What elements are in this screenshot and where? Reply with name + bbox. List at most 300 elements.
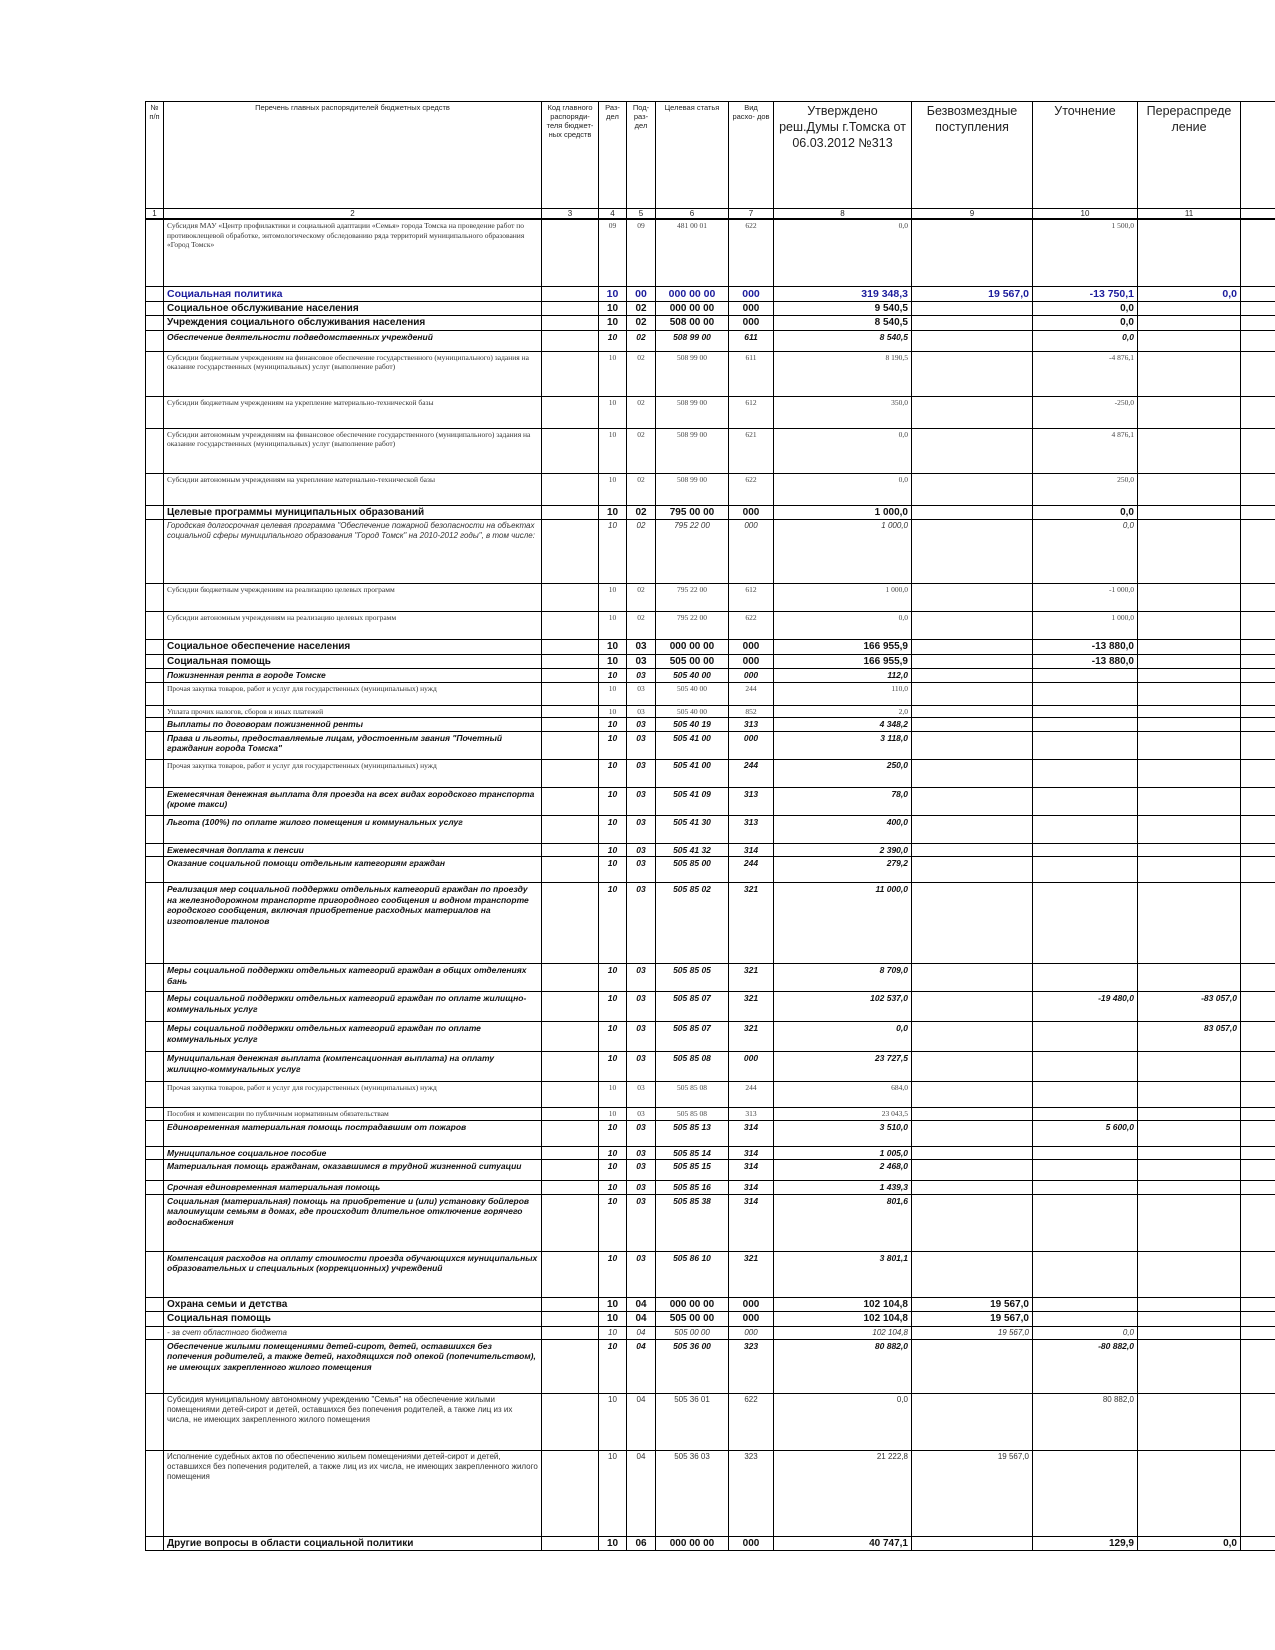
header-podrazdel: Под- раз- дел <box>627 102 656 209</box>
table-row <box>146 1052 1275 1082</box>
row-grants <box>912 682 1033 705</box>
row-podrazdel: 04 <box>627 1339 656 1393</box>
row-redistribution <box>1138 883 1241 964</box>
row-expense-type: 622 <box>729 473 774 505</box>
row-razdel: 10 <box>599 682 627 705</box>
row-code <box>542 1297 599 1312</box>
row-podrazdel: 02 <box>627 584 656 612</box>
colnum: 2 <box>164 209 542 220</box>
row-target: 505 85 14 <box>656 1146 729 1160</box>
row-code <box>542 669 599 683</box>
row-approved: 2 468,0 <box>774 1160 912 1181</box>
row-approved: 78,0 <box>774 787 912 815</box>
row-expense-type: 000 <box>729 1297 774 1312</box>
row-redistribution <box>1138 964 1241 992</box>
row-code <box>542 640 599 655</box>
table-row <box>146 718 1275 732</box>
row-target: 505 36 01 <box>656 1393 729 1450</box>
row-podrazdel: 04 <box>627 1450 656 1536</box>
row-redistribution <box>1138 640 1241 655</box>
row-clarification <box>1033 1082 1138 1108</box>
row-expense-type: 612 <box>729 584 774 612</box>
row-podrazdel: 03 <box>627 992 656 1022</box>
table-row <box>146 705 1275 718</box>
row-clarification <box>1033 1146 1138 1160</box>
table-row <box>146 428 1275 473</box>
row-expense-type: 000 <box>729 1326 774 1339</box>
row-name: Компенсация расходов на оплату стоимости проезда обучающихся муниципальных образовательных и специальных (коррекционных) учреждений <box>164 1251 542 1297</box>
row-name: Обеспечение жилыми помещениями детей-сирот, детей, оставшихся без попечения родителей, а также детей, находящихся под опекой (попечительством), не имеющих закрепленного жилого помещения <box>164 1339 542 1393</box>
row-index <box>146 473 164 505</box>
row-approved: 3 801,1 <box>774 1251 912 1297</box>
row-overflow <box>1241 1052 1275 1082</box>
row-target: 505 85 08 <box>656 1108 729 1121</box>
row-podrazdel: 03 <box>627 1146 656 1160</box>
row-index <box>146 640 164 655</box>
row-grants <box>912 505 1033 520</box>
row-razdel: 10 <box>599 1160 627 1181</box>
row-approved: 1 000,0 <box>774 505 912 520</box>
row-podrazdel: 03 <box>627 843 656 857</box>
row-expense-type: 313 <box>729 718 774 732</box>
row-index <box>146 705 164 718</box>
row-clarification <box>1033 759 1138 787</box>
row-razdel: 10 <box>599 473 627 505</box>
row-redistribution <box>1138 612 1241 640</box>
row-clarification <box>1033 1194 1138 1251</box>
row-podrazdel: 03 <box>627 1181 656 1195</box>
row-name: Ежемесячная денежная выплата для проезда на всех видах городского транспорта (кроме такси) <box>164 787 542 815</box>
table-row <box>146 857 1275 883</box>
row-clarification <box>1033 857 1138 883</box>
row-razdel: 10 <box>599 1297 627 1312</box>
row-razdel: 10 <box>599 286 627 301</box>
row-overflow <box>1241 682 1275 705</box>
row-name: Единовременная материальная помощь пострадавшим от пожаров <box>164 1120 542 1146</box>
row-target: 505 40 00 <box>656 705 729 718</box>
row-podrazdel: 03 <box>627 964 656 992</box>
row-target: 505 85 05 <box>656 964 729 992</box>
row-name: Учреждения социального обслуживания населения <box>164 316 542 331</box>
row-grants <box>912 640 1033 655</box>
row-code <box>542 505 599 520</box>
row-clarification <box>1033 682 1138 705</box>
row-target: 000 00 00 <box>656 1536 729 1551</box>
row-redistribution: 0,0 <box>1138 1536 1241 1551</box>
row-overflow <box>1241 1450 1275 1536</box>
row-overflow <box>1241 505 1275 520</box>
row-target: 505 85 00 <box>656 857 729 883</box>
row-overflow <box>1241 1022 1275 1052</box>
row-approved: 0,0 <box>774 473 912 505</box>
row-podrazdel: 04 <box>627 1297 656 1312</box>
row-code <box>542 682 599 705</box>
row-target: 505 00 00 <box>656 654 729 669</box>
row-code <box>542 731 599 759</box>
row-expense-type: 314 <box>729 1181 774 1195</box>
row-clarification: 0,0 <box>1033 330 1138 351</box>
row-target: 795 00 00 <box>656 505 729 520</box>
row-name: Субсидии бюджетным учреждениям на укрепление материально-технической базы <box>164 396 542 428</box>
row-approved: 684,0 <box>774 1082 912 1108</box>
row-razdel: 10 <box>599 1339 627 1393</box>
row-expense-type: 314 <box>729 1120 774 1146</box>
row-expense-type: 313 <box>729 787 774 815</box>
table-row <box>146 992 1275 1022</box>
colnum-overflow <box>1241 209 1275 220</box>
row-name: Социальная помощь <box>164 1312 542 1327</box>
row-target: 505 41 09 <box>656 787 729 815</box>
row-index <box>146 330 164 351</box>
row-name: Охрана семьи и детства <box>164 1297 542 1312</box>
colnum: 5 <box>627 209 656 220</box>
row-grants <box>912 883 1033 964</box>
row-redistribution <box>1138 316 1241 331</box>
row-index <box>146 1393 164 1450</box>
table-row <box>146 843 1275 857</box>
row-index <box>146 815 164 843</box>
row-name: Субсидии автономным учреждениям на укрепление материально-технической базы <box>164 473 542 505</box>
colnum: 7 <box>729 209 774 220</box>
row-podrazdel: 03 <box>627 705 656 718</box>
row-approved: 9 540,5 <box>774 301 912 316</box>
row-overflow <box>1241 1393 1275 1450</box>
row-razdel: 10 <box>599 815 627 843</box>
row-approved: 350,0 <box>774 396 912 428</box>
row-index <box>146 316 164 331</box>
row-code <box>542 1339 599 1393</box>
row-razdel: 10 <box>599 1108 627 1121</box>
row-name: Выплаты по договорам пожизненной ренты <box>164 718 542 732</box>
row-approved: 1 000,0 <box>774 520 912 584</box>
row-grants: 19 567,0 <box>912 1297 1033 1312</box>
row-podrazdel: 02 <box>627 330 656 351</box>
row-redistribution <box>1138 219 1241 286</box>
row-redistribution <box>1138 1108 1241 1121</box>
row-grants <box>912 316 1033 331</box>
colnum: 6 <box>656 209 729 220</box>
row-clarification <box>1033 1312 1138 1327</box>
row-index <box>146 1326 164 1339</box>
row-redistribution <box>1138 505 1241 520</box>
row-overflow <box>1241 1082 1275 1108</box>
row-expense-type: 000 <box>729 286 774 301</box>
row-expense-type: 611 <box>729 330 774 351</box>
row-podrazdel: 02 <box>627 473 656 505</box>
row-podrazdel: 02 <box>627 520 656 584</box>
row-target: 508 99 00 <box>656 351 729 396</box>
row-name: Социальное обеспечение населения <box>164 640 542 655</box>
table-row <box>146 964 1275 992</box>
row-index <box>146 654 164 669</box>
row-expense-type: 244 <box>729 682 774 705</box>
row-podrazdel: 02 <box>627 428 656 473</box>
row-target: 505 00 00 <box>656 1312 729 1327</box>
row-redistribution <box>1138 759 1241 787</box>
row-clarification <box>1033 731 1138 759</box>
row-code <box>542 301 599 316</box>
colnum: 1 <box>146 209 164 220</box>
row-name: Меры социальной поддержки отдельных категорий граждан в общих отделениях бань <box>164 964 542 992</box>
table-row <box>146 1297 1275 1312</box>
row-razdel: 10 <box>599 505 627 520</box>
row-clarification <box>1033 1022 1138 1052</box>
table-row <box>146 759 1275 787</box>
row-target: 000 00 00 <box>656 640 729 655</box>
table-row <box>146 1160 1275 1181</box>
row-clarification <box>1033 718 1138 732</box>
table-row <box>146 1082 1275 1108</box>
row-grants <box>912 1022 1033 1052</box>
row-name: Меры социальной поддержки отдельных категорий граждан по оплате жилищно-коммунальных услуг <box>164 992 542 1022</box>
row-expense-type: 000 <box>729 1536 774 1551</box>
row-index <box>146 1052 164 1082</box>
row-index <box>146 428 164 473</box>
row-clarification: 0,0 <box>1033 520 1138 584</box>
row-overflow <box>1241 1160 1275 1181</box>
row-podrazdel: 03 <box>627 787 656 815</box>
row-redistribution <box>1138 1326 1241 1339</box>
row-razdel: 10 <box>599 705 627 718</box>
row-redistribution <box>1138 301 1241 316</box>
row-grants <box>912 992 1033 1022</box>
row-podrazdel: 03 <box>627 1082 656 1108</box>
row-redistribution <box>1138 1146 1241 1160</box>
row-clarification <box>1033 815 1138 843</box>
row-target: 505 85 02 <box>656 883 729 964</box>
row-podrazdel: 02 <box>627 316 656 331</box>
row-grants <box>912 1194 1033 1251</box>
row-redistribution <box>1138 718 1241 732</box>
row-grants <box>912 301 1033 316</box>
row-grants <box>912 1339 1033 1393</box>
row-redistribution <box>1138 1251 1241 1297</box>
row-redistribution <box>1138 428 1241 473</box>
header-clarification: Уточнение <box>1033 102 1138 209</box>
budget-table <box>145 101 1275 1551</box>
row-razdel: 10 <box>599 1450 627 1536</box>
row-razdel: 10 <box>599 301 627 316</box>
row-overflow <box>1241 612 1275 640</box>
row-name: Социальная (материальная) помощь на приобретение и (или) установку бойлеров малоимущим семьям в домах, где происходит длительное отключение горячего водоснабжения <box>164 1194 542 1251</box>
row-name: Прочая закупка товаров, работ и услуг для государственных (муниципальных) нужд <box>164 759 542 787</box>
row-approved: 23 727,5 <box>774 1052 912 1082</box>
row-razdel: 10 <box>599 1393 627 1450</box>
row-expense-type: 321 <box>729 964 774 992</box>
row-index <box>146 964 164 992</box>
row-razdel: 10 <box>599 1194 627 1251</box>
row-overflow <box>1241 883 1275 964</box>
row-redistribution <box>1138 1120 1241 1146</box>
row-podrazdel: 03 <box>627 1194 656 1251</box>
header-num: № п/п <box>146 102 164 209</box>
row-overflow <box>1241 731 1275 759</box>
row-podrazdel: 03 <box>627 640 656 655</box>
row-clarification <box>1033 1251 1138 1297</box>
row-razdel: 10 <box>599 351 627 396</box>
row-overflow <box>1241 1312 1275 1327</box>
row-code <box>542 1181 599 1195</box>
row-grants: 19 567,0 <box>912 1312 1033 1327</box>
row-expense-type: 314 <box>729 1194 774 1251</box>
row-overflow <box>1241 1297 1275 1312</box>
row-expense-type: 313 <box>729 1108 774 1121</box>
row-approved: 21 222,8 <box>774 1450 912 1536</box>
row-code <box>542 286 599 301</box>
header-redistribution: Перераспреде ление <box>1138 102 1241 209</box>
row-code <box>542 705 599 718</box>
row-code <box>542 992 599 1022</box>
row-clarification <box>1033 964 1138 992</box>
row-podrazdel: 04 <box>627 1393 656 1450</box>
row-index <box>146 286 164 301</box>
row-expense-type: 000 <box>729 301 774 316</box>
row-target: 505 40 00 <box>656 682 729 705</box>
row-razdel: 10 <box>599 654 627 669</box>
header-code: Код главного распоряди- теля бюджет- ных средств <box>542 102 599 209</box>
row-redistribution: 83 057,0 <box>1138 1022 1241 1052</box>
row-razdel: 10 <box>599 1181 627 1195</box>
row-target: 505 41 32 <box>656 843 729 857</box>
row-name: Исполнение судебных актов по обеспечению жильем помещениями детей-сирот и детей, оставшихся без попечения родителей, а также лиц из их числа, не имеющих закрепленного жилого помещения <box>164 1450 542 1536</box>
header-grants: Безвозмездные поступления <box>912 102 1033 209</box>
table-row <box>146 1181 1275 1195</box>
row-clarification <box>1033 883 1138 964</box>
row-podrazdel: 03 <box>627 1022 656 1052</box>
row-overflow <box>1241 1146 1275 1160</box>
row-podrazdel: 00 <box>627 286 656 301</box>
row-approved: 801,6 <box>774 1194 912 1251</box>
row-overflow <box>1241 718 1275 732</box>
row-clarification <box>1033 1052 1138 1082</box>
row-index <box>146 1297 164 1312</box>
row-name: Субсидия муниципальному автономному учреждению "Семья" на обеспечение жилыми помещениями детей-сирот и детей, оставшихся без попечения родителей, а также лиц из их числа, не имеющих закрепленного жилого помещения <box>164 1393 542 1450</box>
table-row <box>146 1393 1275 1450</box>
row-expense-type: 323 <box>729 1339 774 1393</box>
row-index <box>146 520 164 584</box>
row-clarification <box>1033 705 1138 718</box>
row-code <box>542 428 599 473</box>
row-overflow <box>1241 473 1275 505</box>
row-expense-type: 314 <box>729 1160 774 1181</box>
row-clarification: 1 500,0 <box>1033 219 1138 286</box>
row-redistribution <box>1138 396 1241 428</box>
row-code <box>542 1146 599 1160</box>
row-expense-type: 323 <box>729 1450 774 1536</box>
row-expense-type: 611 <box>729 351 774 396</box>
row-name: Субсидии автономным учреждениям на финансовое обеспечение государственного (муниципального) задания на оказание государственных (муниципальных) услуг (выполнение работ) <box>164 428 542 473</box>
row-name: Социальное обслуживание населения <box>164 301 542 316</box>
row-razdel: 10 <box>599 316 627 331</box>
row-expense-type: 622 <box>729 1393 774 1450</box>
row-overflow <box>1241 520 1275 584</box>
row-name: Меры социальной поддержки отдельных категорий граждан по оплате коммунальных услуг <box>164 1022 542 1052</box>
row-redistribution: -83 057,0 <box>1138 992 1241 1022</box>
row-name: Субсидии бюджетным учреждениям на финансовое обеспечение государственного (муниципального) задания на оказание государственных (муниципальных) услуг (выполнение работ) <box>164 351 542 396</box>
row-target: 508 99 00 <box>656 330 729 351</box>
row-name: Субсидии автономным учреждениям на реализацию целевых программ <box>164 612 542 640</box>
row-index <box>146 992 164 1022</box>
table-row <box>146 301 1275 316</box>
row-code <box>542 584 599 612</box>
table-row <box>146 1339 1275 1393</box>
row-name: Уплата прочих налогов, сборов и иных платежей <box>164 705 542 718</box>
table-row <box>146 883 1275 964</box>
row-approved: 2,0 <box>774 705 912 718</box>
table-row <box>146 1194 1275 1251</box>
row-grants <box>912 1108 1033 1121</box>
row-expense-type: 000 <box>729 1052 774 1082</box>
row-expense-type: 314 <box>729 843 774 857</box>
row-clarification <box>1033 1450 1138 1536</box>
row-name: Субсидии бюджетным учреждениям на реализацию целевых программ <box>164 584 542 612</box>
row-razdel: 10 <box>599 1251 627 1297</box>
row-overflow <box>1241 787 1275 815</box>
row-code <box>542 1108 599 1121</box>
row-podrazdel: 03 <box>627 1160 656 1181</box>
table-row <box>146 815 1275 843</box>
table-row <box>146 669 1275 683</box>
table-row <box>146 1108 1275 1121</box>
row-grants <box>912 1146 1033 1160</box>
row-target: 508 99 00 <box>656 473 729 505</box>
row-grants <box>912 964 1033 992</box>
row-grants <box>912 428 1033 473</box>
row-razdel: 10 <box>599 857 627 883</box>
row-name: Прочая закупка товаров, работ и услуг для государственных (муниципальных) нужд <box>164 682 542 705</box>
row-razdel: 10 <box>599 520 627 584</box>
row-grants <box>912 787 1033 815</box>
row-name: Муниципальное социальное пособие <box>164 1146 542 1160</box>
row-overflow <box>1241 640 1275 655</box>
row-podrazdel: 03 <box>627 682 656 705</box>
row-index <box>146 718 164 732</box>
row-razdel: 10 <box>599 1082 627 1108</box>
row-overflow <box>1241 1181 1275 1195</box>
row-redistribution <box>1138 787 1241 815</box>
row-overflow <box>1241 428 1275 473</box>
row-razdel: 10 <box>599 964 627 992</box>
row-name: - за счет областного бюджета <box>164 1326 542 1339</box>
row-overflow <box>1241 843 1275 857</box>
row-expense-type: 313 <box>729 815 774 843</box>
row-code <box>542 759 599 787</box>
row-redistribution <box>1138 351 1241 396</box>
row-razdel: 10 <box>599 759 627 787</box>
row-expense-type: 321 <box>729 883 774 964</box>
row-name: Субсидия МАУ «Центр профилактики и социальной адаптации «Семья» города Томска на проведение работ по противоклещевой обработке, энтомологическому обследованию ряда территорий муниципального образования «Город Томск» <box>164 219 542 286</box>
row-target: 505 85 08 <box>656 1082 729 1108</box>
row-podrazdel: 02 <box>627 396 656 428</box>
row-clarification: -13 880,0 <box>1033 640 1138 655</box>
row-name: Прочая закупка товаров, работ и услуг для государственных (муниципальных) нужд <box>164 1082 542 1108</box>
row-approved: 102 104,8 <box>774 1297 912 1312</box>
header-list: Перечень главных распорядителей бюджетных средств <box>164 102 542 209</box>
header-approved: Утверждено реш.Думы г.Томска от 06.03.2012 №313 <box>774 102 912 209</box>
row-code <box>542 1326 599 1339</box>
row-grants <box>912 1251 1033 1297</box>
row-redistribution <box>1138 682 1241 705</box>
row-target: 481 00 01 <box>656 219 729 286</box>
row-index <box>146 787 164 815</box>
row-code <box>542 1251 599 1297</box>
row-expense-type: 000 <box>729 505 774 520</box>
row-redistribution <box>1138 1450 1241 1536</box>
row-clarification: 0,0 <box>1033 316 1138 331</box>
row-grants <box>912 396 1033 428</box>
table-row <box>146 1312 1275 1327</box>
row-clarification <box>1033 1181 1138 1195</box>
